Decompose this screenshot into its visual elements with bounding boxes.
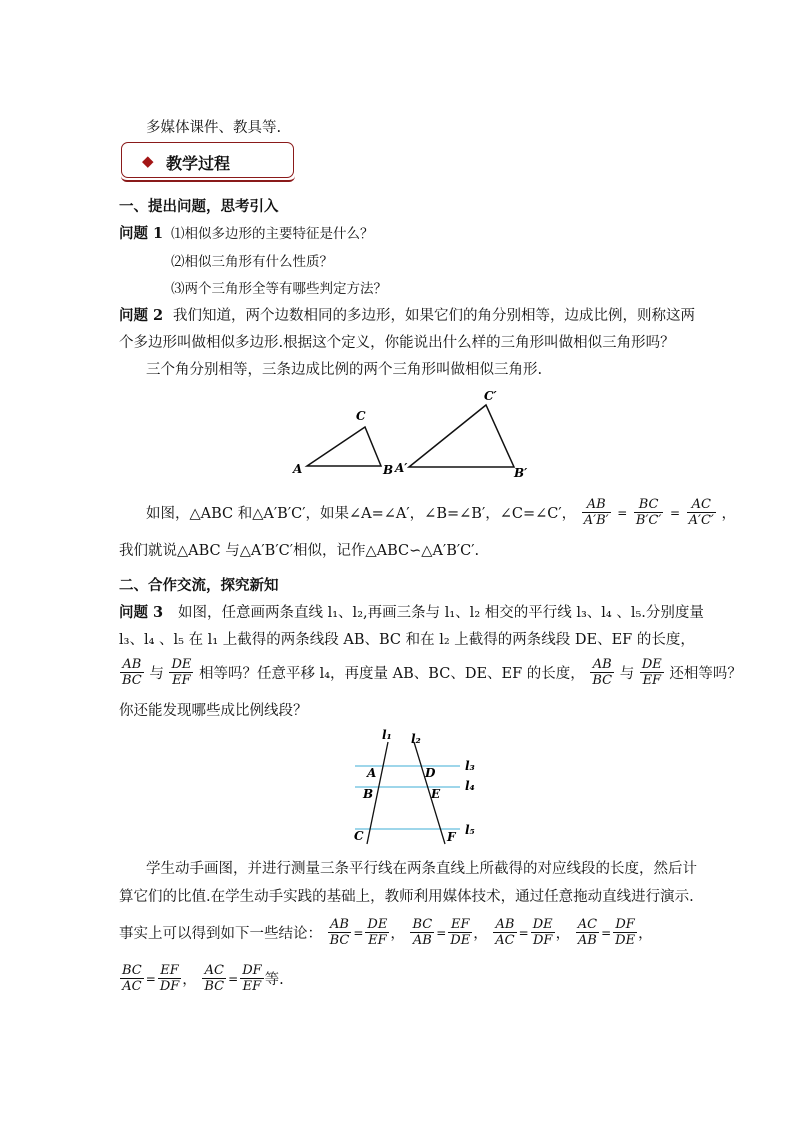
- q1-item-2: ⑵相似三角形有什么性质？: [171, 254, 333, 270]
- label-B: B: [363, 787, 374, 801]
- fraction: $\frac{DF}{DE}$: [615, 917, 636, 948]
- q3-line3: $\frac{AB}{BC}$ 与 $\frac{DE}{EF}$ 相等吗？任意平移 l₄，再度量 AB、BC、DE、EF 的长度， $\frac{AB}{BC}$ 与 $\frac{DE}{EF}$ 还相等吗？: [122, 657, 742, 688]
- q2-label: 问题 2: [119, 307, 164, 324]
- label-B-prime: B′: [514, 466, 528, 480]
- fraction: $\frac{AC}{AB}$: [577, 917, 598, 948]
- diamond-icon: ◆: [142, 152, 154, 170]
- fraction: $\frac{AB}{BC}$: [592, 657, 613, 688]
- fraction: $\frac{DF}{EF}$: [242, 963, 262, 994]
- similar-line2: 我们就说△ABC 与△A′B′C′相似，记作△ABC∽△A′B′C′.: [119, 543, 480, 559]
- section-header: [121, 142, 294, 178]
- label-B: B: [383, 463, 394, 477]
- fraction: $\frac{DE}{DF}$: [532, 917, 553, 948]
- label-A: A: [367, 766, 377, 780]
- label-A: A: [293, 462, 303, 476]
- fraction: $\frac{DE}{EF}$: [641, 657, 662, 688]
- similar-definition: 如图，△ABC 和△A′B′C′，如果∠A=∠A′，∠B=∠B′，∠C=∠C′， $\frac{AB}{A'B'}$ = $\frac{BC}{B'C'}$ = $\frac{AC}{A'C'}$ ，: [146, 497, 736, 528]
- fraction: $\frac{EF}{DF}$: [159, 963, 180, 994]
- fraction: $\frac{AB}{BC}$: [329, 917, 350, 948]
- q3-line1: 如图，任意画两条直线 l₁、l₂,再画三条与 l₁、l₂ 相交的平行线 l₃、l₄ 、l₅.分别度量: [178, 605, 704, 621]
- fraction: $\frac{BC}{AC}$: [122, 963, 142, 994]
- q2-line2: 个多边形叫做相似多边形.根据这个定义，你能说出什么样的三角形叫做相似三角形吗？: [119, 335, 675, 351]
- label-l3: l₃: [465, 759, 475, 773]
- label-C: C: [354, 829, 364, 843]
- conclusion-row1: 事实上可以得到如下一些结论： $\frac{AB}{BC}$ = $\frac{DE}{EF}$ ， $\frac{BC}{AB}$ = $\frac{EF}{DE}$ ， $\frac{AB}{AC}$ = $\frac{DE}{DF}$ ， $\frac{AC}{AB}$ = $\frac{DF}{DE}$ ，: [119, 917, 653, 948]
- label-C: C: [356, 409, 366, 423]
- fraction: $\frac{BC}{B'C'}$: [635, 497, 662, 528]
- intro-line: 多媒体课件、教具等.: [146, 120, 282, 136]
- large-triangle: [409, 405, 514, 467]
- section-header-title: 教学过程: [166, 154, 231, 173]
- fraction: $\frac{AB}{BC}$: [122, 657, 142, 688]
- label-F: F: [447, 830, 456, 844]
- conclusion-line1: 学生动手画图，并进行测量三条平行线在两条直线上所截得的对应线段的长度，然后计: [146, 861, 697, 877]
- label-l4: l₄: [465, 779, 475, 793]
- label-A-prime: A′: [395, 461, 408, 475]
- fraction: $\frac{DE}{EF}$: [367, 917, 388, 948]
- fraction: $\frac{AB}{A'B'}$: [583, 497, 609, 528]
- q2-line1: 我们知道，两个边数相同的多边形，如果它们的角分别相等，边成比例，则称这两: [173, 308, 695, 324]
- q1-item-1: ⑴相似多边形的主要特征是什么？: [171, 226, 374, 242]
- label-D: D: [425, 766, 436, 780]
- q1-label: 问题 1: [119, 225, 164, 242]
- label-l1: l₁: [382, 728, 392, 742]
- q1-item-3: ⑶两个三角形全等有哪些判定方法？: [171, 281, 387, 297]
- conclusion-line2: 算它们的比值.在学生动手实践的基础上，教师利用媒体技术，通过任意拖动直线进行演示.: [119, 889, 694, 905]
- triangles-figure: [285, 385, 545, 480]
- fraction: $\frac{DE}{EF}$: [171, 657, 192, 688]
- q3-line2: l₃、l₄ 、l₅ 在 l₁ 上截得的两条线段 AB、BC 和在 l₂ 上截得的两条线段 DE、EF 的长度，: [119, 632, 695, 648]
- fraction: $\frac{BC}{AB}$: [412, 917, 433, 948]
- q3-label: 问题 3: [119, 604, 164, 621]
- label-l2: l₂: [411, 732, 421, 746]
- label-E: E: [431, 787, 441, 801]
- small-triangle: [307, 427, 381, 466]
- similar-lead: 如图，△ABC 和△A′B′C′，如果∠A=∠A′，∠B=∠B′，∠C=∠C′，: [146, 506, 577, 522]
- fraction: $\frac{AB}{AC}$: [495, 917, 515, 948]
- section2-title: 二、合作交流，探究新知: [119, 577, 279, 594]
- label-C-prime: C′: [484, 389, 497, 403]
- fraction: $\frac{AC}{A'C'}$: [688, 497, 714, 528]
- fraction: $\frac{AC}{BC}$: [204, 963, 225, 994]
- q2-answer: 三个角分别相等，三条边成比例的两个三角形叫做相似三角形.: [146, 362, 543, 378]
- conclusion-row2: $\frac{BC}{AC}$ = $\frac{EF}{DF}$ ， $\frac{AC}{BC}$ = $\frac{DF}{EF}$ 等.: [122, 963, 284, 994]
- parallel-lines-figure: [345, 728, 495, 846]
- section1-title: 一、提出问题，思考引入: [119, 198, 279, 215]
- fraction: $\frac{EF}{DE}$: [450, 917, 471, 948]
- q3-line4: 你还能发现哪些成比例线段？: [119, 703, 308, 719]
- label-l5: l₅: [465, 823, 475, 837]
